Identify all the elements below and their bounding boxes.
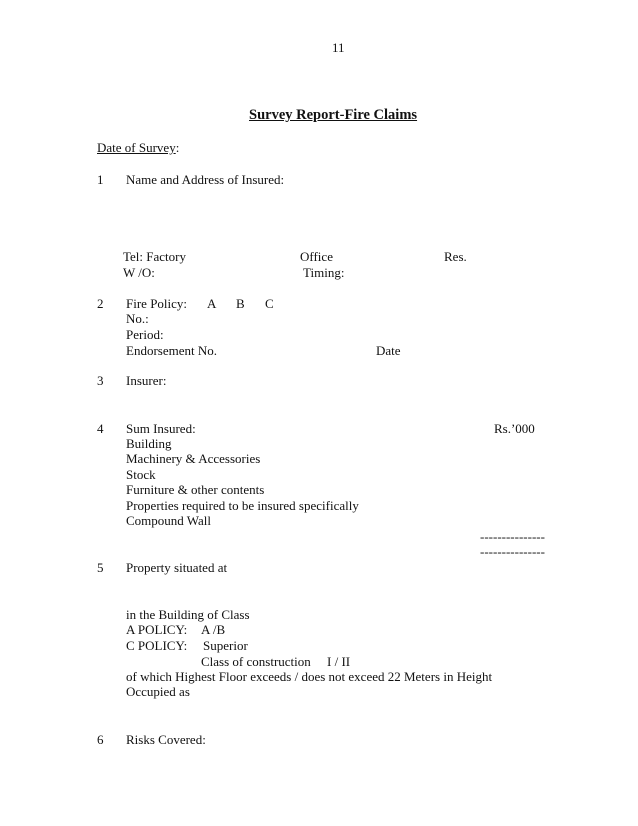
item-3-number: 3 — [97, 373, 104, 388]
insurer-label: Insurer: — [126, 373, 167, 388]
wo-label: W /O: — [123, 265, 155, 280]
fire-policy-option-a: A — [207, 296, 217, 311]
a-policy-label: A POLICY: — [126, 622, 188, 637]
sum-dash-line-1: --------------- — [480, 529, 545, 544]
building-class-label: in the Building of Class — [126, 607, 250, 622]
item-2-number: 2 — [97, 296, 104, 311]
date-of-survey-label: Date of Survey — [97, 140, 176, 155]
occupied-as-label: Occupied as — [126, 684, 190, 699]
sum-item-compound-wall: Compound Wall — [126, 513, 212, 528]
fire-policy-label: Fire Policy: — [126, 296, 188, 311]
construction-class-value: I / II — [327, 654, 351, 669]
item-6-number: 6 — [97, 732, 104, 747]
page-number: 11 — [332, 40, 345, 55]
property-situated-label: Property situated at — [126, 560, 228, 575]
risks-covered-label: Risks Covered: — [126, 732, 206, 747]
fire-policy-option-b: B — [236, 296, 245, 311]
sum-item-machinery: Machinery & Accessories — [126, 451, 261, 466]
date-of-survey — [97, 140, 179, 155]
item-1-number: 1 — [97, 172, 104, 187]
timing-label: Timing: — [303, 265, 345, 280]
c-policy-value: Superior — [203, 638, 248, 653]
item-1-label: Name and Address of Insured: — [126, 172, 285, 187]
endorsement-label: Endorsement No. — [126, 343, 217, 358]
floor-height-text: of which Highest Floor exceeds / does not exceed 22 Meters in Height — [126, 669, 493, 684]
page-title: Survey Report-Fire Claims — [249, 107, 418, 123]
date-of-survey-colon: : — [175, 140, 180, 155]
sum-insured-unit: Rs.’000 — [494, 421, 535, 436]
tel-res-label: Res. — [444, 249, 467, 264]
sum-insured-label: Sum Insured: — [126, 421, 196, 436]
sum-item-properties: Properties required to be insured specifically — [126, 498, 359, 513]
item-4-number: 4 — [97, 421, 104, 436]
policy-period-label: Period: — [126, 327, 164, 342]
sum-item-furniture: Furniture & other contents — [126, 482, 265, 497]
tel-office-label: Office — [300, 249, 333, 264]
endorsement-date-label: Date — [376, 343, 401, 358]
item-5-number: 5 — [97, 560, 104, 575]
sum-item-building: Building — [126, 436, 172, 451]
a-policy-value: A /B — [201, 622, 226, 637]
sum-item-stock: Stock — [126, 467, 156, 482]
policy-number-label: No.: — [126, 311, 149, 326]
fire-policy-option-c: C — [265, 296, 274, 311]
construction-class-label: Class of construction — [201, 654, 311, 669]
sum-dash-line-2: --------------- — [480, 544, 545, 559]
tel-factory-label: Tel: Factory — [123, 249, 186, 264]
c-policy-label: C POLICY: — [126, 638, 188, 653]
